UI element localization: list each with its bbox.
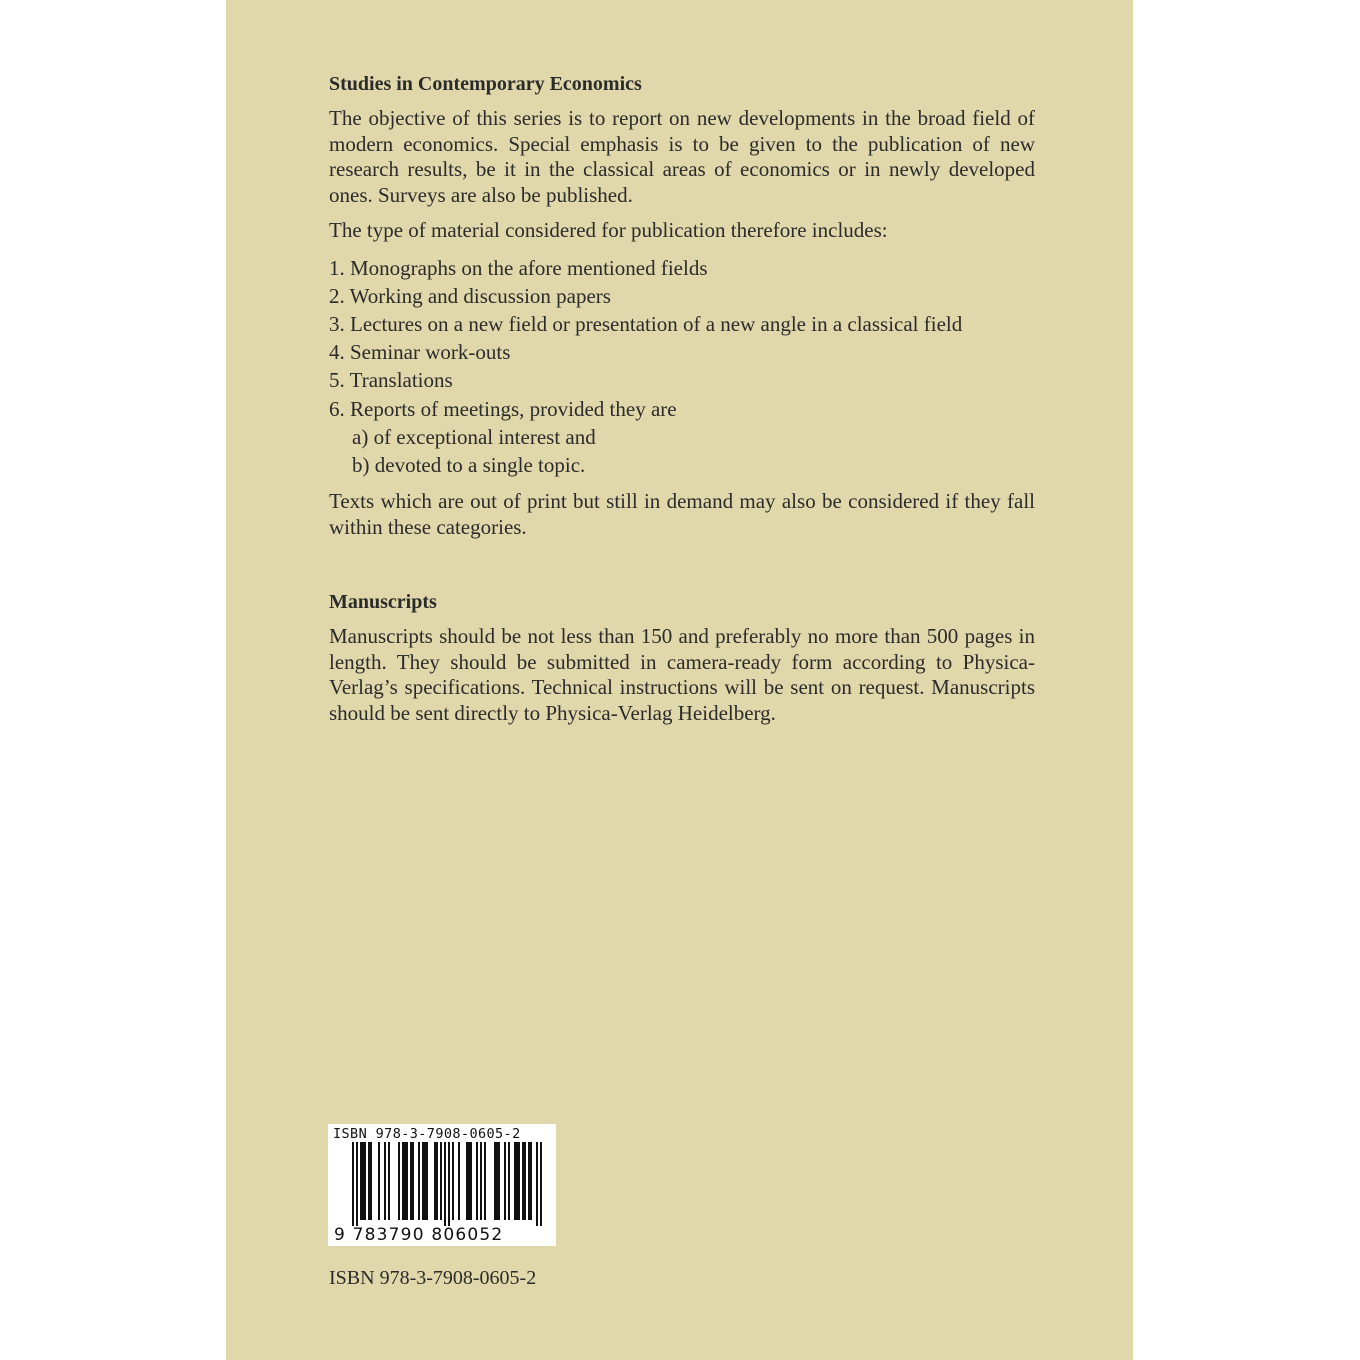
isbn-text: ISBN 978-3-7908-0605-2	[329, 1267, 537, 1289]
barcode-bar	[434, 1142, 436, 1220]
out-of-print-note: Texts which are out of print but still in demand may also be considered if they fall within these categories.	[329, 489, 1035, 539]
barcode-bar	[444, 1142, 446, 1226]
list-subitem: b) devoted to a single topic.	[352, 452, 586, 477]
barcode-bar	[484, 1142, 486, 1220]
barcode-bar	[466, 1142, 468, 1220]
barcode-bar	[458, 1142, 460, 1220]
list-subitem: a) of exceptional interest and	[352, 424, 596, 449]
barcode-bar	[426, 1142, 428, 1220]
barcode-bar	[540, 1142, 542, 1226]
barcode-bars	[328, 1142, 556, 1226]
barcode-isbn-label: ISBN 978-3-7908-0605-2	[333, 1126, 521, 1142]
barcode-bar	[398, 1142, 400, 1220]
barcode-bar	[468, 1142, 470, 1220]
barcode-bar	[424, 1142, 426, 1220]
book-back-cover	[226, 0, 1133, 1360]
isbn-barcode	[328, 1124, 556, 1246]
material-list	[329, 254, 1035, 480]
barcode-bar	[406, 1142, 408, 1220]
barcode-digits: 9 783790 806052	[334, 1225, 504, 1245]
barcode-bar	[514, 1142, 516, 1220]
barcode-bar	[496, 1142, 498, 1220]
barcode-bar	[498, 1142, 500, 1220]
barcode-bar	[364, 1142, 366, 1220]
barcode-bar	[422, 1142, 424, 1220]
barcode-bar	[452, 1142, 454, 1220]
barcode-bar	[504, 1142, 506, 1220]
barcode-bar	[480, 1142, 482, 1220]
barcode-bar	[388, 1142, 390, 1220]
barcode-bar	[356, 1142, 358, 1226]
barcode-bar	[412, 1142, 414, 1220]
barcode-bar	[522, 1142, 524, 1220]
list-item: 6. Reports of meetings, provided they are	[329, 396, 677, 421]
cover-text	[329, 70, 1035, 736]
barcode-bar	[536, 1142, 538, 1226]
barcode-bar	[494, 1142, 496, 1220]
barcode-bar	[436, 1142, 438, 1220]
barcode-bar	[370, 1142, 372, 1220]
barcode-bar	[418, 1142, 420, 1220]
barcode-bar	[470, 1142, 472, 1220]
barcode-bar	[362, 1142, 364, 1220]
barcode-bar	[378, 1142, 380, 1220]
list-item: 3. Lectures on a new field or presentation of a new angle in a classical field	[329, 311, 963, 336]
barcode-bar	[528, 1142, 530, 1220]
barcode-bar	[404, 1142, 406, 1220]
barcode-bar	[368, 1142, 370, 1220]
barcode-bar	[524, 1142, 526, 1220]
list-item: 2. Working and discussion papers	[329, 283, 611, 308]
section-spacer	[329, 550, 1035, 588]
barcode-bar	[508, 1142, 510, 1220]
list-item: 1. Monographs on the afore mentioned fields	[329, 255, 708, 280]
barcode-bar	[352, 1142, 354, 1226]
barcode-bar	[448, 1142, 450, 1226]
barcode-bar	[530, 1142, 532, 1220]
barcode-bar	[516, 1142, 518, 1220]
barcode-bar	[384, 1142, 386, 1220]
manuscripts-section	[329, 588, 1035, 726]
list-item: 5. Translations	[329, 368, 453, 393]
barcode-bar	[518, 1142, 520, 1220]
barcode-bar	[476, 1142, 478, 1220]
barcode-bar	[440, 1142, 442, 1220]
manuscripts-text: Manuscripts should be not less than 150 and preferably no more than 500 pages in length. They should be submitted in camera-ready form according to Physica-Verlag’s specifications. Technical instructions will be sent on request. Manuscripts should be sent directly to Physica-Verlag Heidelberg.	[329, 624, 1035, 725]
list-item: 4. Seminar work-outs	[329, 340, 511, 365]
series-description: The objective of this series is to report on new developments in the broad field of modern economics. Special emphasis is to be given to the publication of new research results, be it in the classical areas of economics or in newly developed ones. Surveys are also be published.	[329, 106, 1035, 207]
barcode-bar	[410, 1142, 412, 1220]
series-section	[329, 70, 1035, 540]
material-intro: The type of material considered for publication therefore includes:	[329, 218, 888, 242]
series-title: Studies in Contemporary Economics	[329, 73, 642, 95]
barcode-bar	[360, 1142, 362, 1220]
manuscripts-title: Manuscripts	[329, 591, 437, 614]
barcode-bar	[402, 1142, 404, 1220]
